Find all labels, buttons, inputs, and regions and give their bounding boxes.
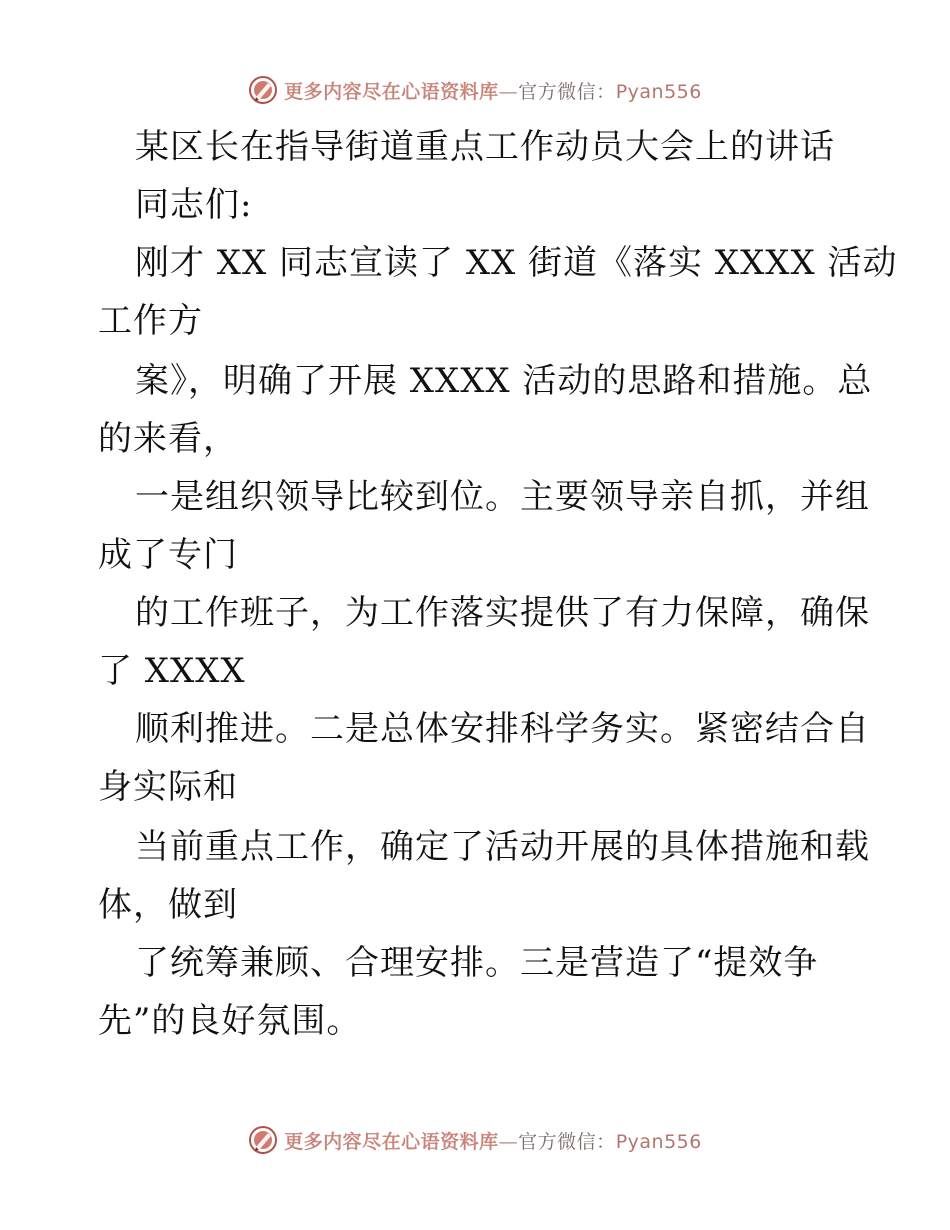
footer-watermark bbox=[0, 1120, 950, 1160]
text-line: 身实际和 bbox=[98, 767, 238, 807]
text-line: 体，做到 bbox=[98, 885, 238, 925]
text-line: 先”的良好氛围。 bbox=[98, 1001, 362, 1041]
watermark-dash: — bbox=[498, 1130, 519, 1153]
text-line: 顺利推进。二是总体安排科学务实。紧密结合自 bbox=[135, 709, 870, 749]
text-line: 了统筹兼顾、合理安排。三是营造了“提效争 bbox=[135, 943, 819, 983]
text-line: 案》，明确了开展 XXXX 活动的思路和措施。总 bbox=[135, 361, 873, 401]
text-line: 一是组织领导比较到位。主要领导亲自抓，并组 bbox=[135, 477, 870, 517]
header-watermark bbox=[0, 70, 950, 110]
watermark-official: 官方微信： bbox=[518, 80, 616, 103]
text-line: 了 XXXX bbox=[98, 651, 246, 691]
text-line: 刚才 XX 同志宣读了 XX 街道《落实 XXXX 活动 bbox=[135, 243, 898, 283]
watermark-text bbox=[284, 1127, 702, 1154]
seal-pen-icon bbox=[248, 1125, 278, 1155]
document-title: 某区长在指导街道重点工作动员大会上的讲话 bbox=[135, 127, 835, 167]
salutation: 同志们: bbox=[135, 185, 253, 225]
text-line: 当前重点工作，确定了活动开展的具体措施和载 bbox=[135, 827, 870, 867]
text-line: 的工作班子，为工作落实提供了有力保障，确保 bbox=[135, 593, 870, 633]
watermark-handle: Pyan556 bbox=[615, 80, 702, 103]
watermark-handle: Pyan556 bbox=[615, 1130, 702, 1153]
watermark-official: 官方微信： bbox=[518, 1130, 616, 1153]
watermark-text bbox=[284, 77, 702, 104]
watermark-dash: — bbox=[498, 80, 519, 103]
text-line: 工作方 bbox=[98, 301, 203, 341]
seal-pen-icon bbox=[248, 75, 278, 105]
watermark-main: 更多内容尽在心语资料库 bbox=[284, 80, 499, 103]
text-line: 的来看， bbox=[98, 419, 238, 459]
text-line: 成了专门 bbox=[98, 535, 238, 575]
watermark-main: 更多内容尽在心语资料库 bbox=[284, 1130, 499, 1153]
